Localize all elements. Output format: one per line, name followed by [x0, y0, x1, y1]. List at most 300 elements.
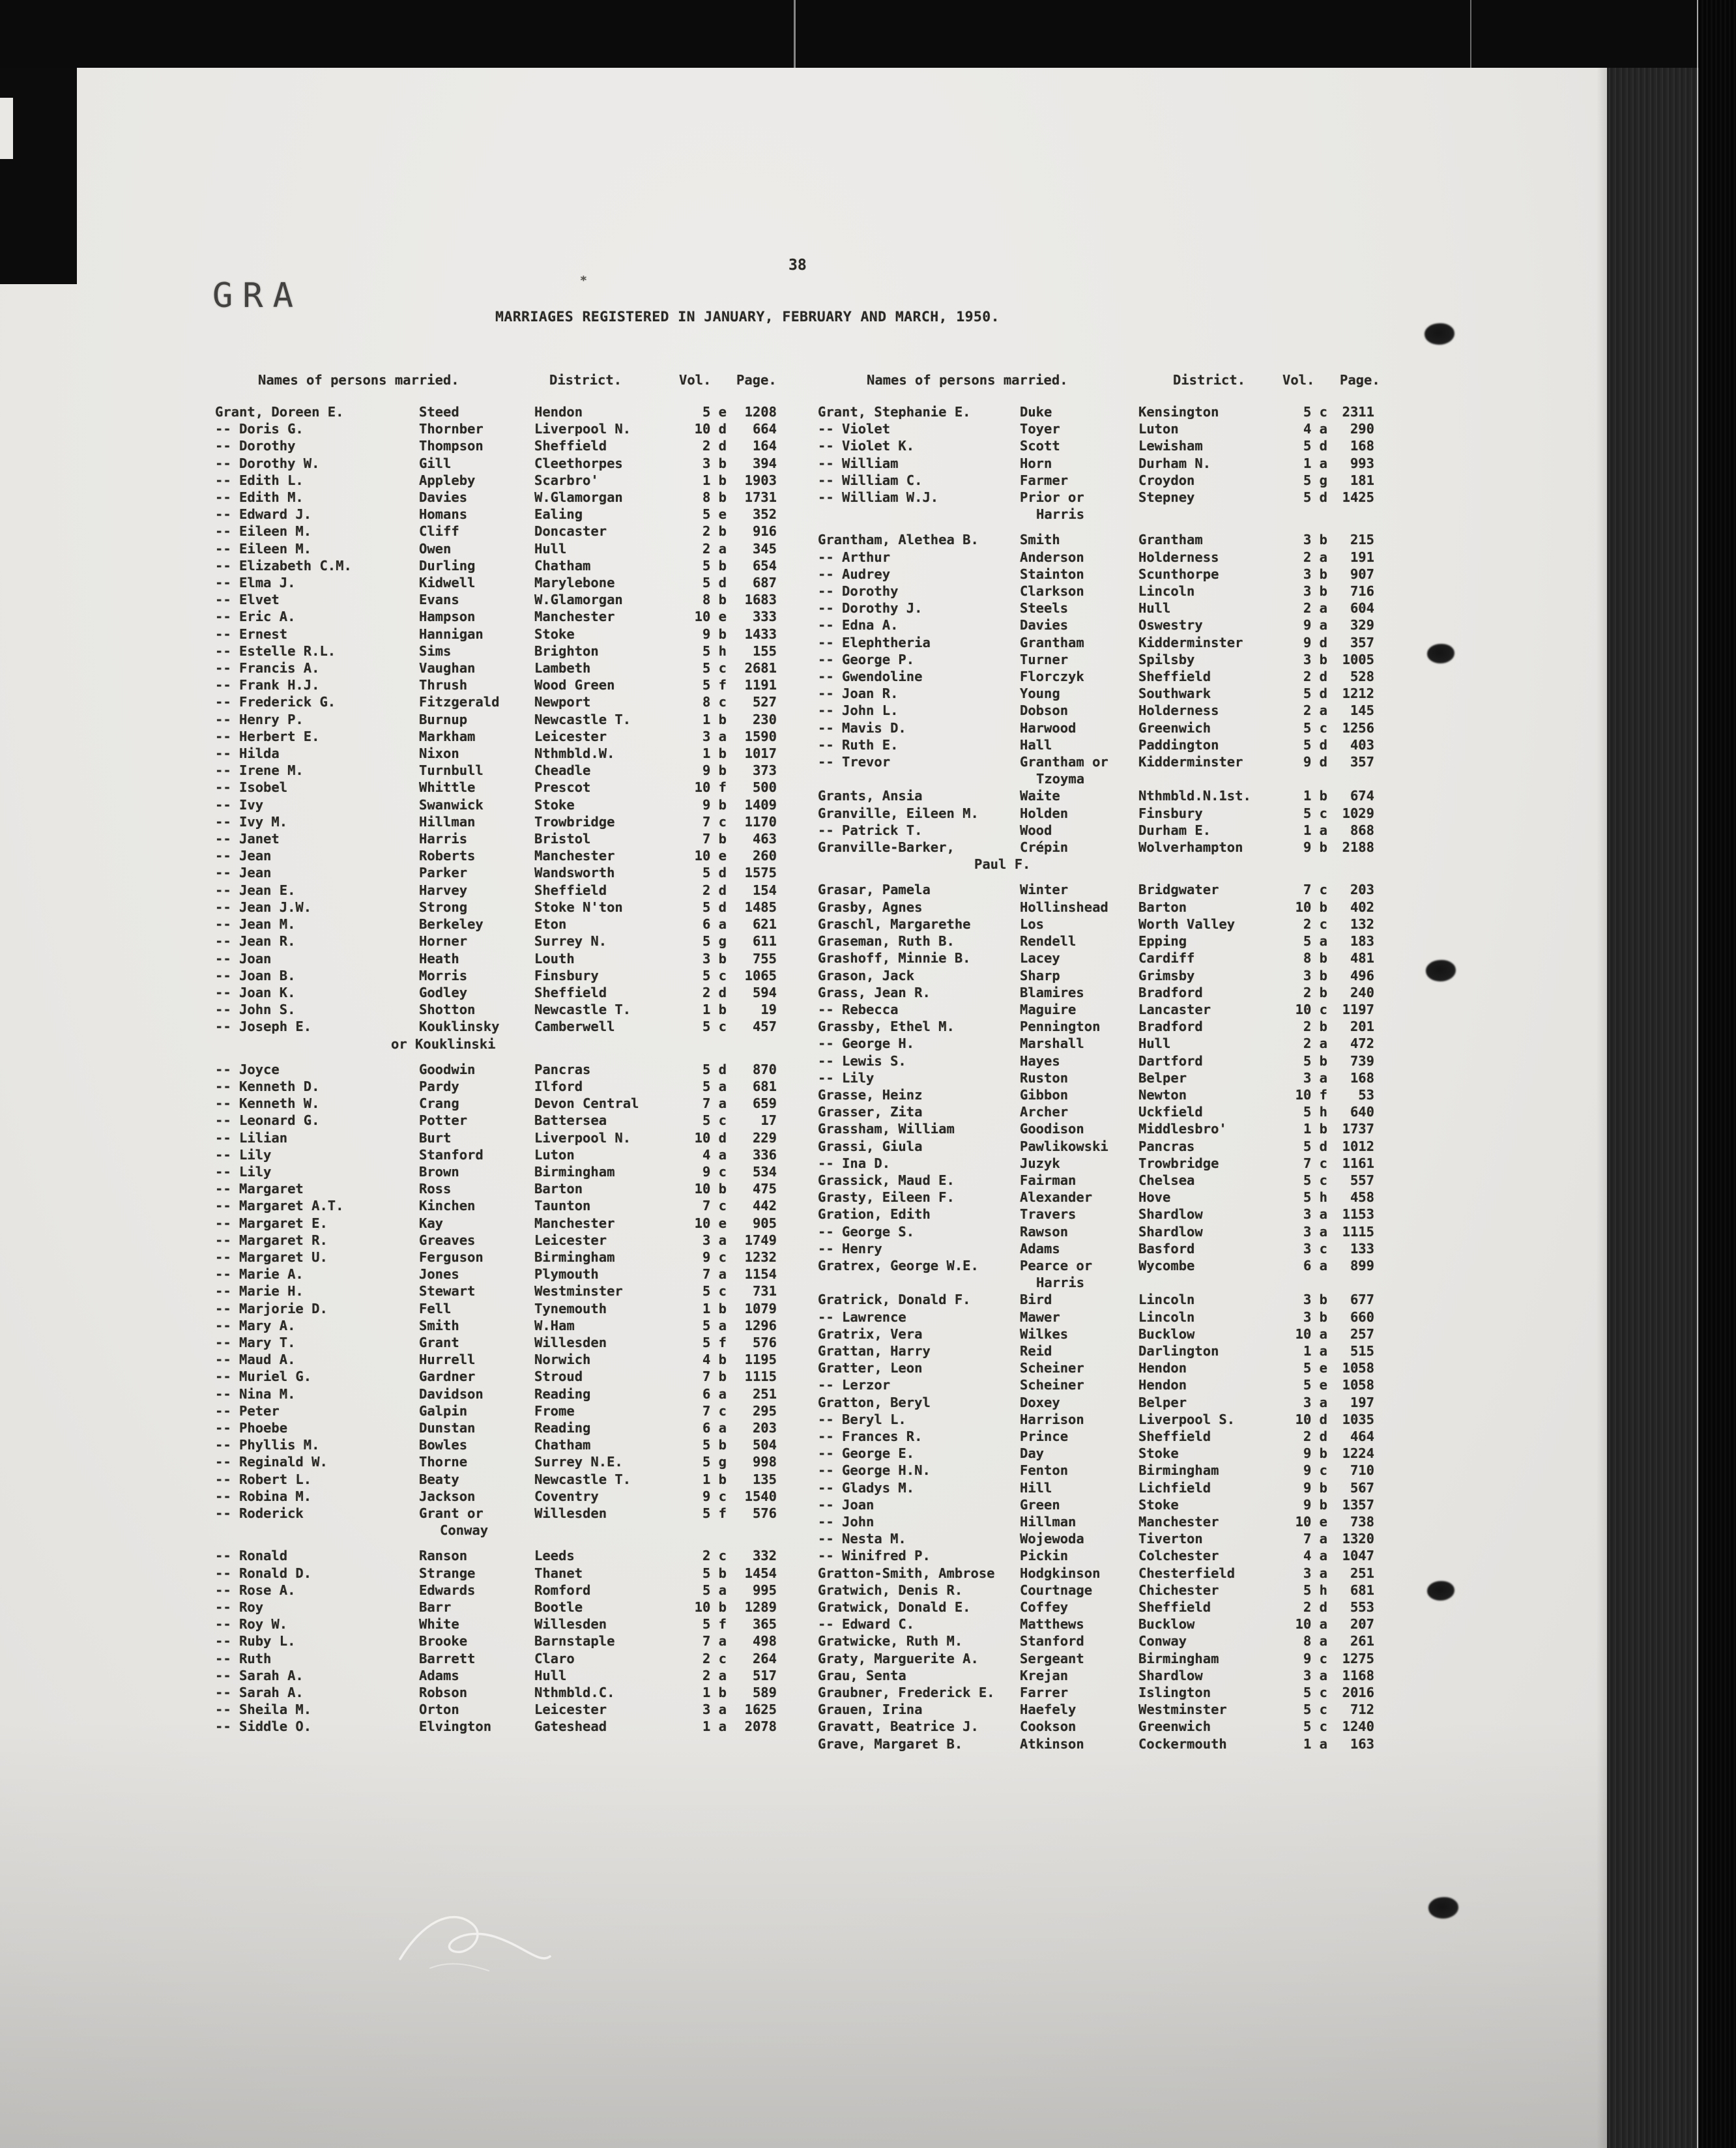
cell-district: Bradford	[1138, 1019, 1203, 1035]
table-row	[818, 549, 1398, 566]
cell-spouse: Hollinshead	[1020, 899, 1108, 915]
cell-district: Durham E.	[1138, 822, 1211, 838]
cell-spouse: Cliff	[419, 523, 459, 540]
cell-spouse: Stanford	[419, 1146, 484, 1163]
cell-page: 1017	[744, 746, 777, 762]
cell-vol: 5 c	[702, 1283, 727, 1299]
cell-name: -- Lerzor	[818, 1377, 891, 1393]
table-row	[818, 1001, 1398, 1018]
cell-vol: 8 a	[1303, 1633, 1327, 1649]
cell-vol: 9 b	[702, 796, 727, 813]
cell-name: -- Roy W.	[215, 1616, 288, 1633]
cell-spouse: Harvey	[419, 882, 468, 898]
cell-page: 907	[1350, 566, 1374, 582]
cell-page: 1195	[744, 1352, 777, 1368]
cell-vol: 10 d	[1295, 1411, 1327, 1427]
cell-page: 1357	[1342, 1496, 1374, 1513]
cell-page: 659	[752, 1096, 777, 1112]
table-row	[215, 1436, 802, 1453]
cell-name: -- Lily	[215, 1146, 272, 1163]
cell-spouse: Kouklinsky	[419, 1019, 500, 1035]
cell-vol: 2 a	[702, 540, 727, 557]
cell-spouse: Edwards	[419, 1582, 476, 1598]
cell-name: Grantham, Alethea B.	[818, 532, 979, 548]
cell-vol: 5 g	[1303, 472, 1327, 488]
cell-name: -- Patrick T.	[818, 822, 923, 838]
cell-name: Gratwick, Donald E.	[818, 1599, 971, 1616]
cell-name: -- Winifred P.	[818, 1548, 931, 1564]
cell-spouse: Atkinson	[1020, 1735, 1084, 1752]
scratch-mark	[391, 1896, 560, 1988]
cell-district: Westminster	[1138, 1702, 1227, 1718]
table-row	[818, 1428, 1398, 1445]
cell-name: -- Nesta M.	[818, 1531, 906, 1547]
cell-name: -- Violet K.	[818, 438, 915, 454]
cell-page: 640	[1350, 1104, 1374, 1120]
cell-page: 365	[752, 1616, 777, 1633]
cell-name: Granville-Barker,	[818, 839, 955, 856]
cell-page: 2311	[1342, 404, 1374, 420]
table-row	[818, 1359, 1398, 1376]
table-row	[215, 1283, 802, 1299]
cell-district: Scunthorpe	[1138, 566, 1219, 582]
cell-name: -- Marie H.	[215, 1283, 304, 1299]
cell-district: Leeds	[534, 1548, 575, 1564]
cell-vol: 9 b	[702, 626, 727, 642]
table-row	[215, 455, 802, 472]
table-row	[818, 1684, 1398, 1701]
cell-spouse: Grantham or	[1020, 754, 1108, 770]
cell-page: 681	[1350, 1582, 1374, 1598]
cell-page: 1275	[1342, 1650, 1374, 1666]
cell-district: Birmingham	[1138, 1462, 1219, 1479]
cell-spouse: Grant	[419, 1334, 459, 1350]
cell-spouse: Horner	[419, 933, 468, 950]
table-row	[818, 1376, 1398, 1393]
cell-district: Shardlow	[1138, 1206, 1203, 1223]
cell-spouse: Evans	[419, 592, 459, 608]
cell-page: 164	[752, 438, 777, 454]
table-row	[818, 1530, 1398, 1547]
cell-name: -- Hilda	[215, 746, 280, 762]
cell-name: -- Phyllis M.	[215, 1437, 320, 1453]
cell-district: Newport	[534, 694, 591, 710]
cell-vol: 5 c	[702, 1112, 727, 1129]
table-row	[818, 899, 1398, 916]
cell-page: 534	[752, 1163, 777, 1180]
cell-page: 1012	[1342, 1138, 1374, 1154]
cell-district: Claro	[534, 1650, 575, 1666]
table-row	[215, 608, 802, 625]
cell-page: 1170	[744, 813, 777, 830]
table-row	[215, 489, 802, 506]
cell-page: 1590	[744, 728, 777, 744]
cell-district: Bucklow	[1138, 1616, 1195, 1633]
cell-vol: 5 e	[1303, 1377, 1327, 1393]
cell-name: -- Violet	[818, 421, 891, 437]
table-row	[818, 531, 1398, 548]
cell-page: 998	[752, 1454, 777, 1470]
cell-name: Grashoff, Minnie B.	[818, 950, 971, 966]
cell-page: 870	[752, 1061, 777, 1077]
table-row	[215, 1112, 802, 1129]
cell-vol: 5 e	[702, 506, 727, 523]
table-row	[215, 1266, 802, 1283]
table-row	[215, 796, 802, 813]
cell-district: Bootle	[534, 1599, 583, 1616]
cell-district: Reading	[534, 1386, 591, 1402]
cell-vol: 10 d	[694, 1129, 727, 1146]
table-row	[215, 779, 802, 796]
table-row	[215, 1453, 802, 1470]
cell-page: 496	[1350, 967, 1374, 983]
cell-vol: 5 b	[702, 1565, 727, 1581]
cell-spouse: Davies	[1020, 617, 1069, 633]
cell-spouse: Jackson	[419, 1488, 476, 1504]
continuation-line: Tzoyma	[1036, 771, 1085, 787]
table-row	[215, 1232, 802, 1249]
cell-vol: 5 h	[702, 643, 727, 659]
table-row	[215, 1718, 802, 1735]
table-row	[215, 1001, 802, 1018]
cell-spouse: Davidson	[419, 1386, 484, 1402]
cell-vol: 5 c	[1303, 719, 1327, 736]
cell-spouse: Sergeant	[1020, 1650, 1084, 1666]
table-row	[818, 1496, 1398, 1513]
cell-vol: 2 a	[1303, 1036, 1327, 1052]
table-row	[215, 899, 802, 916]
cell-vol: 10 e	[1295, 1514, 1327, 1530]
continuation-line: or Kouklinski	[391, 1036, 496, 1052]
cell-district: Barton	[1138, 899, 1187, 915]
cell-name: -- Elizabeth C.M.	[215, 557, 352, 573]
cell-vol: 3 a	[1303, 1223, 1327, 1240]
table-row	[818, 805, 1398, 822]
cell-page: 2188	[1342, 839, 1374, 856]
table-row	[215, 1197, 802, 1214]
cell-page: 352	[752, 506, 777, 523]
cell-spouse: Swanwick	[419, 796, 484, 813]
cell-vol: 7 c	[702, 1402, 727, 1419]
cell-district: Willesden	[534, 1616, 607, 1633]
cell-vol: 2 d	[1303, 669, 1327, 685]
cell-page: 257	[1350, 1326, 1374, 1342]
continuation-line: Paul F.	[974, 856, 1031, 873]
cell-name: -- George E.	[818, 1445, 915, 1462]
cell-name: Gratter, Leon	[818, 1360, 923, 1376]
cell-vol: 9 b	[1303, 839, 1327, 856]
cell-spouse: Prince	[1020, 1428, 1069, 1444]
table-row	[818, 1120, 1398, 1137]
cell-name: -- John S.	[215, 1002, 296, 1018]
table-row	[215, 728, 802, 745]
cell-name: -- William	[818, 455, 899, 471]
cell-name: -- Joan R.	[818, 686, 899, 702]
cell-page: 168	[1350, 438, 1374, 454]
cell-spouse: Mawer	[1020, 1309, 1060, 1325]
table-row	[818, 1257, 1398, 1291]
cell-vol: 5 b	[1303, 1052, 1327, 1069]
cell-vol: 9 b	[1303, 1496, 1327, 1513]
cell-district: Wandsworth	[534, 865, 615, 881]
cell-spouse: Dunstan	[419, 1419, 476, 1436]
table-row	[818, 1445, 1398, 1462]
table-row	[818, 787, 1398, 804]
cell-name: Graseman, Ruth B.	[818, 933, 955, 950]
cell-name: -- Sarah A.	[215, 1685, 304, 1701]
cell-district: Birmingham	[1138, 1650, 1219, 1666]
table-row	[818, 1086, 1398, 1103]
cell-page: 183	[1350, 933, 1374, 950]
cell-vol: 8 b	[702, 489, 727, 506]
cell-page: 498	[752, 1633, 777, 1649]
cell-page: 1115	[1342, 1223, 1374, 1240]
cell-vol: 5 h	[1303, 1189, 1327, 1206]
cell-page: 515	[1350, 1342, 1374, 1359]
cell-vol: 7 a	[702, 1266, 727, 1283]
cell-name: -- Elma J.	[215, 575, 296, 591]
cell-vol: 1 a	[1303, 455, 1327, 471]
cell-district: Cardiff	[1138, 950, 1195, 966]
cell-district: Sheffield	[534, 882, 607, 898]
cell-district: Wycombe	[1138, 1257, 1195, 1273]
header-names-right: Names of persons married.	[867, 372, 1068, 388]
cell-vol: 6 a	[702, 916, 727, 933]
cell-spouse: Duke	[1020, 404, 1052, 420]
cell-spouse: Bowles	[419, 1437, 468, 1453]
cell-district: Belper	[1138, 1069, 1187, 1086]
cell-district: Leicester	[534, 1232, 607, 1248]
cell-vol: 9 c	[1303, 1650, 1327, 1666]
page-title: MARRIAGES REGISTERED IN JANUARY, FEBRUARY AND MARCH, 1950.	[495, 309, 1000, 325]
table-row	[818, 1667, 1398, 1684]
cell-page: 264	[752, 1650, 777, 1666]
cell-page: 2681	[744, 660, 777, 676]
cell-vol: 2 a	[1303, 549, 1327, 565]
cell-vol: 5 d	[1303, 1138, 1327, 1154]
cell-vol: 3 a	[1303, 1667, 1327, 1683]
cell-vol: 6 a	[702, 1419, 727, 1436]
cell-spouse: Krejan	[1020, 1667, 1069, 1683]
cell-name: Gratrick, Donald F.	[818, 1292, 971, 1308]
cell-page: 1079	[744, 1300, 777, 1316]
cell-district: Eton	[534, 916, 567, 933]
cell-spouse: Horn	[1020, 455, 1052, 471]
cell-district: Birmingham	[534, 1163, 615, 1180]
cell-district: Durham N.	[1138, 455, 1211, 471]
cell-page: 738	[1350, 1514, 1374, 1530]
table-row	[215, 1633, 802, 1649]
table-row	[215, 967, 802, 984]
cell-district: Lincoln	[1138, 1292, 1195, 1308]
cell-name: -- Ruth E.	[818, 736, 899, 753]
cell-page: 155	[752, 643, 777, 659]
table-row	[215, 574, 802, 591]
cell-page: 472	[1350, 1036, 1374, 1052]
cell-district: Sheffield	[534, 984, 607, 1000]
cell-name: -- Sheila M.	[215, 1702, 312, 1718]
table-row	[818, 881, 1398, 898]
table-row	[215, 830, 802, 847]
cell-spouse: Marshall	[1020, 1036, 1084, 1052]
cell-district: Manchester	[1138, 1514, 1219, 1530]
cell-spouse: Nixon	[419, 746, 459, 762]
table-row	[215, 506, 802, 523]
cell-name: Grasse, Heinz	[818, 1086, 923, 1103]
cell-vol: 4 a	[702, 1146, 727, 1163]
cell-district: Darlington	[1138, 1342, 1219, 1359]
cell-spouse: Ruston	[1020, 1069, 1069, 1086]
cell-vol: 2 b	[1303, 1019, 1327, 1035]
cell-name: -- Frank H.J.	[215, 677, 320, 693]
cell-page: 394	[752, 455, 777, 471]
cell-page: 611	[752, 933, 777, 950]
cell-vol: 3 a	[1303, 1206, 1327, 1223]
cell-page: 1168	[1342, 1667, 1374, 1683]
cell-page: 1058	[1342, 1377, 1374, 1393]
cell-vol: 5 e	[1303, 1360, 1327, 1376]
cell-spouse: Markham	[419, 728, 476, 744]
cell-vol: 7 a	[702, 1096, 727, 1112]
cell-spouse: Grantham	[1020, 634, 1084, 650]
cell-page: 1115	[744, 1369, 777, 1385]
cell-spouse: Clarkson	[1020, 583, 1084, 600]
table-row	[818, 984, 1398, 1001]
cell-spouse: Vaughan	[419, 660, 476, 676]
cell-spouse: Smith	[419, 1317, 459, 1333]
table-row	[818, 1718, 1398, 1735]
cell-vol: 10 f	[694, 779, 727, 796]
table-row	[215, 1701, 802, 1718]
cell-district: Pancras	[534, 1061, 591, 1077]
cell-district: Newcastle T.	[534, 1002, 631, 1018]
cell-page: 993	[1350, 455, 1374, 471]
cell-vol: 3 b	[1303, 566, 1327, 582]
cell-spouse: Ross	[419, 1181, 452, 1197]
table-row	[215, 745, 802, 762]
cell-district: Hull	[534, 1667, 567, 1683]
cell-page: 290	[1350, 421, 1374, 437]
cell-spouse: Barrett	[419, 1650, 476, 1666]
cell-page: 604	[1350, 600, 1374, 617]
table-row	[818, 437, 1398, 454]
cell-page: 260	[752, 848, 777, 864]
page-number: 38	[788, 257, 807, 274]
table-row	[818, 1633, 1398, 1649]
cell-page: 1153	[1342, 1206, 1374, 1223]
header-vol-left: Vol.	[679, 372, 712, 388]
table-row	[215, 711, 802, 728]
cell-vol: 2 a	[1303, 703, 1327, 719]
cell-vol: 1 b	[702, 1685, 727, 1701]
cell-spouse: Green	[1020, 1496, 1060, 1513]
cell-spouse: Florczyk	[1020, 669, 1084, 685]
table-row	[215, 676, 802, 693]
cell-vol: 9 c	[1303, 1462, 1327, 1479]
table-row	[818, 1326, 1398, 1342]
cell-vol: 2 d	[702, 882, 727, 898]
punch-hole	[1428, 1897, 1458, 1919]
cell-vol: 5 h	[1303, 1582, 1327, 1598]
cell-name: -- Rebecca	[818, 1001, 899, 1017]
cell-vol: 1 b	[702, 1471, 727, 1487]
cell-spouse: Fairman	[1020, 1172, 1077, 1188]
cell-spouse: Coffey	[1020, 1599, 1069, 1616]
cell-district: Wolverhampton	[1138, 839, 1243, 856]
cell-name: -- Ronald	[215, 1548, 288, 1564]
cell-district: Sheffield	[1138, 1428, 1211, 1444]
cell-spouse: Farrer	[1020, 1685, 1069, 1701]
cell-page: 517	[752, 1667, 777, 1683]
cell-name: -- John	[818, 1514, 875, 1530]
cell-district: W.Glamorgan	[534, 489, 623, 506]
cell-vol: 5 f	[702, 1505, 727, 1521]
cell-vol: 5 c	[1303, 404, 1327, 420]
cell-spouse: Gill	[419, 455, 452, 471]
cell-page: 336	[752, 1146, 777, 1163]
cell-name: Grant, Doreen E.	[215, 404, 344, 420]
table-row	[818, 1206, 1398, 1223]
cell-spouse: Appleby	[419, 472, 476, 488]
cell-name: -- Roy	[215, 1599, 264, 1616]
cell-spouse: Wilkes	[1020, 1326, 1069, 1342]
cell-page: 1191	[744, 677, 777, 693]
cell-name: -- Joan	[215, 950, 272, 966]
cell-name: -- George S.	[818, 1223, 915, 1240]
cell-vol: 2 c	[702, 1548, 727, 1564]
table-row	[215, 1334, 802, 1351]
cell-spouse: Harris	[419, 831, 468, 847]
cell-page: 251	[1350, 1565, 1374, 1581]
cell-district: Thanet	[534, 1565, 583, 1581]
cell-page: 654	[752, 557, 777, 573]
cell-name: -- Audrey	[818, 566, 891, 582]
section-letters: GRA	[212, 276, 303, 315]
table-row	[818, 1035, 1398, 1052]
cell-page: 687	[752, 575, 777, 591]
cell-district: Hendon	[1138, 1360, 1187, 1376]
cell-name: Grassham, William	[818, 1121, 955, 1137]
table-row	[215, 916, 802, 933]
cell-district: Ealing	[534, 506, 583, 523]
cell-vol: 7 b	[702, 1369, 727, 1385]
cell-vol: 5 d	[702, 575, 727, 591]
table-row	[818, 839, 1398, 873]
cell-page: 576	[752, 1505, 777, 1521]
cell-district: Stepney	[1138, 489, 1195, 506]
entries-column-right	[818, 403, 1398, 1752]
cell-vol: 5 a	[702, 1582, 727, 1598]
cell-name: -- Lewis S.	[818, 1052, 906, 1069]
cell-spouse: Wood	[1020, 822, 1052, 838]
cell-page: 674	[1350, 788, 1374, 804]
cell-spouse: Heath	[419, 950, 459, 966]
cell-page: 1903	[744, 472, 777, 488]
cell-page: 995	[752, 1582, 777, 1598]
cell-name: -- Frances R.	[818, 1428, 923, 1444]
cell-vol: 4 a	[1303, 421, 1327, 437]
cell-vol: 2 c	[702, 1650, 727, 1666]
table-row	[215, 437, 802, 454]
cell-name: -- Ronald D.	[215, 1565, 312, 1581]
cell-vol: 7 a	[702, 1633, 727, 1649]
cell-vol: 2 b	[1303, 984, 1327, 1000]
cell-page: 1212	[1342, 686, 1374, 702]
cell-spouse: Robson	[419, 1685, 468, 1701]
table-row	[818, 583, 1398, 600]
cell-name: -- Jean J.W.	[215, 899, 312, 915]
cell-page: 500	[752, 779, 777, 796]
